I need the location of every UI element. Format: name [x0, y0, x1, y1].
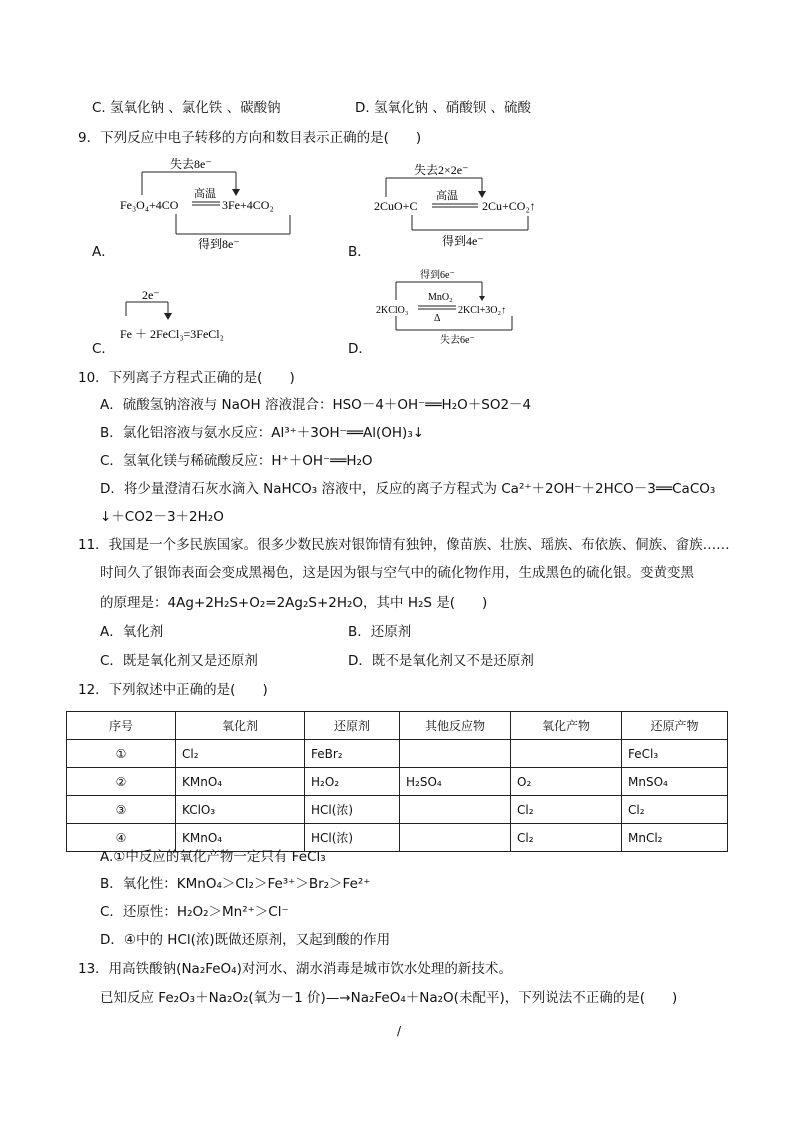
q9b-cond: 高温 — [436, 190, 458, 202]
table-cell: H₂SO₄ — [400, 768, 511, 796]
table-header-cell: 氧化剂 — [176, 712, 305, 740]
q11-option-a: A．氧化剂 — [100, 624, 164, 640]
q9a-top-label: 失去8e⁻ — [170, 157, 212, 171]
q11-line3: 的原理是：4Ag+2H₂S+O₂=2Ag₂S+2H₂O，其中 H₂S 是( ) — [100, 595, 488, 611]
q10-option-d-line1: D．将少量澄清石灰水滴入 NaHCO₃ 溶液中，反应的离子方程式为 Ca²⁺＋2OH⁻＋2HCO－3══CaCO₃ — [100, 481, 716, 497]
q9a-eq-right: 3Fe+4CO₂ — [222, 198, 274, 212]
q12-option-c: C．还原性：H₂O₂＞Mn²⁺＞Cl⁻ — [100, 904, 289, 920]
q11-line1: 11．我国是一个多民族国家。很多少数民族对银饰情有独钟，像苗族、壮族、瑶族、布依族、侗族、畲族…… — [78, 537, 730, 553]
table-cell: Cl₂ — [176, 740, 305, 768]
q11-line2: 时间久了银饰表面会变成黑褐色，这是因为银与空气中的硫化物作用，生成黑色的硫化银。变黄变黑 — [100, 565, 694, 581]
table-row — [67, 768, 728, 796]
table-cell: Cl₂ — [622, 796, 728, 824]
q9d-top-label: 得到6e⁻ — [420, 270, 455, 281]
table-cell: O₂ — [511, 768, 622, 796]
q8-option-d: D. 氢氧化钠 、硝酸钡 、硫酸 — [355, 100, 532, 116]
q8-option-c: C. 氢氧化钠 、氯化铁 、碳酸钠 — [92, 100, 281, 116]
table-cell — [400, 824, 511, 852]
q9c-top-label: 2e⁻ — [142, 288, 160, 302]
table-cell: ② — [67, 768, 176, 796]
table-cell: FeCl₃ — [622, 740, 728, 768]
table-cell: KMnO₄ — [176, 824, 305, 852]
q12-stem: 12．下列叙述中正确的是( ) — [78, 682, 268, 698]
table-cell: H₂O₂ — [305, 768, 400, 796]
table-row — [67, 740, 728, 768]
table-cell: HCl(浓) — [305, 796, 400, 824]
q9d-bottom-label: 失去6e⁻ — [440, 335, 475, 346]
table-cell: HCl(浓) — [305, 824, 400, 852]
q9c-eq: Fe ＋ 2FeCl₃=3FeCl₂ — [120, 327, 224, 341]
table-cell: FeBr₂ — [305, 740, 400, 768]
q9-diagram-d — [372, 266, 532, 356]
q11-option-d: D．既不是氧化剂又不是还原剂 — [348, 653, 534, 669]
q12-option-a: A.①中反应的氧化产物一定只有 FeCl₃ — [100, 849, 326, 865]
q9d-cond-top: MnO₂ — [428, 292, 453, 303]
q9d-eq-left: 2KClO₃ — [376, 305, 409, 316]
table-cell: KClO₃ — [176, 796, 305, 824]
q9b-bottom-label: 得到4e⁻ — [442, 234, 484, 248]
q9-diagram-c — [112, 288, 262, 352]
q10-option-b: B．氯化铝溶液与氨水反应：Al³⁺＋3OH⁻══Al(OH)₃↓ — [100, 425, 425, 441]
q9d-cond-bottom: Δ — [434, 313, 441, 324]
q10-option-d-line2: ↓＋CO2－3＋2H₂O — [100, 509, 224, 525]
q9a-cond: 高温 — [194, 188, 216, 200]
page-footer: / — [397, 1024, 402, 1038]
table-cell: ④ — [67, 824, 176, 852]
q9d-eq-right: 2KCl+3O₂↑ — [458, 305, 507, 316]
q9-option-c-label: C． — [92, 341, 115, 357]
table-header-cell: 其他反应物 — [400, 712, 511, 740]
table-cell: Cl₂ — [511, 824, 622, 852]
q9a-bottom-label: 得到8e⁻ — [198, 237, 240, 251]
q10-stem: 10．下列离子方程式正确的是( ) — [78, 370, 295, 386]
q9b-top-label: 失去2×2e⁻ — [414, 163, 469, 177]
table-row — [67, 796, 728, 824]
q9b-eq-right: 2Cu+CO₂↑ — [482, 199, 536, 213]
table-header-cell: 还原产物 — [622, 712, 728, 740]
q13-line1: 13．用高铁酸钠(Na₂FeO₄)对河水、湖水消毒是城市饮水处理的新技术。 — [78, 961, 512, 977]
q12-option-b: B．氧化性：KMnO₄＞Cl₂＞Fe³⁺＞Br₂＞Fe²⁺ — [100, 876, 371, 892]
q9-option-d-label: D． — [348, 341, 372, 357]
table-cell — [400, 796, 511, 824]
table-cell: MnSO₄ — [622, 768, 728, 796]
q9-option-a-label: A． — [92, 244, 115, 260]
table-cell — [511, 740, 622, 768]
q13-line2: 已知反应 Fe₂O₃＋Na₂O₂(氧为－1 价)—→Na₂FeO₄＋Na₂O(未配平)，下列说法不正确的是( ) — [100, 990, 678, 1006]
q10-option-a: A．硫酸氢钠溶液与 NaOH 溶液混合：HSO－4＋OH⁻══H₂O＋SO2－4 — [100, 397, 532, 413]
q12-option-d: D．④中的 HCl(浓)既做还原剂，又起到酸的作用 — [100, 932, 391, 948]
table-cell: ① — [67, 740, 176, 768]
table-cell — [400, 740, 511, 768]
table-cell: ③ — [67, 796, 176, 824]
table-cell: Cl₂ — [511, 796, 622, 824]
table-cell: KMnO₄ — [176, 768, 305, 796]
q12-table — [66, 711, 728, 852]
q9-diagram-a — [112, 152, 312, 256]
q10-option-c: C．氢氧化镁与稀硫酸反应：H⁺＋OH⁻══H₂O — [100, 453, 373, 469]
table-cell: MnCl₂ — [622, 824, 728, 852]
q9a-eq-left: Fe₃O₄+4CO — [120, 198, 179, 212]
table-header-cell: 氧化产物 — [511, 712, 622, 740]
table-header-cell: 序号 — [67, 712, 176, 740]
table-header-row — [67, 712, 728, 740]
q9-stem: 9．下列反应中电子转移的方向和数目表示正确的是( ) — [78, 130, 422, 146]
q11-option-b: B．还原剂 — [348, 624, 412, 640]
q9-option-b-label: B． — [348, 244, 371, 260]
q9-diagram-b — [370, 152, 550, 256]
table-header-cell: 还原剂 — [305, 712, 400, 740]
q11-option-c: C．既是氧化剂又是还原剂 — [100, 653, 258, 669]
q9b-eq-left: 2CuO+C — [374, 199, 418, 213]
